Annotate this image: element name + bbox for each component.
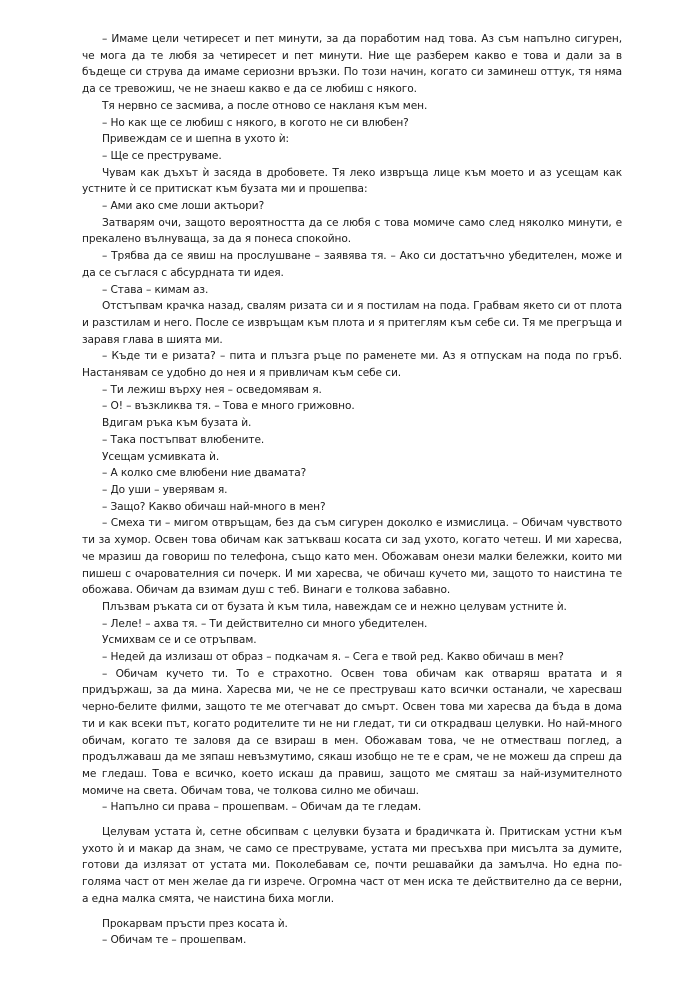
- paragraph: Плъзвам ръката си от бузата ѝ към тила, навеждам се и нежно целувам устните ѝ.: [102, 600, 567, 613]
- paragraph: – А колко сме влюбени ние двамата?: [102, 467, 307, 480]
- paragraph: – Леле! – ахва тя. – Ти действително си много убедителен.: [102, 617, 428, 630]
- paragraph: – Имаме цели четиресет и пет минути, за да поработим над това. Аз съм напълно сигурен, че мога да те любя за четиресет и пет минути. Ние ще разберем какво е това и дали за в бъдеще си струва да имаме сериозни връзки. По този начин, когато си заминеш оттук, тя няма да се тревожиш, че не знаеш какво е да се любиш с някого.: [82, 33, 622, 96]
- paragraph: – Къде ти е ризата? – пита и плъзга ръце по раменете ми. Аз я отпускам на пода по гръб. Настанявам се удобно до нея и я привличам към себе си.: [82, 350, 622, 380]
- paragraph: – До уши – уверявам я.: [102, 483, 228, 496]
- paragraph: Усмихвам се и се отръпвам.: [102, 634, 257, 647]
- paragraph: – Обичам кучето ти. То е страхотно. Освен това обичам как отваряш вратата и я придържаш, за да мина. Харесва ми, че не се преструваш като всички останали, че харесваш черно-белите филми, защото те ме отегчават до смърт. Освен това ми харесва да бъда в дома ти и как всеки път, когато родителите ти не ни гледат, ти си открадваш целувки. Но най-много обичам, когато те заловя да се взираш в мен. Обожавам това, че не отместваш поглед, а продължаваш да ме зяпаш невъзмутимо, сякаш изобщо не те е срам, че не можеш да спреш да ме гледаш. Това е всичко, което искаш да правиш, защото ме смяташ за най-изумителното момиче на света. Обичам това, че толкова силно ме обичаш.: [82, 667, 622, 797]
- paragraph: – Ще се преструваме.: [102, 149, 222, 162]
- paragraph: – Напълно си права – прошепвам. – Обичам да те гледам.: [102, 801, 422, 814]
- paragraph: Тя нервно се засмива, а после отново се накланя към мен.: [102, 99, 428, 112]
- paragraph: – Така постъпват влюбените.: [102, 433, 265, 446]
- paragraph: – Смеха ти – мигом отвръщам, без да съм сигурен доколко е измислица. – Обичам чувството ти за хумор. Освен това обичам как затъкваш косата си зад ухото, когато четеш. И ми харесва, че мразиш да говориш по телефона, също като мен. Обожавам онези малки бележки, които ми пишеш с очарователния си почерк. И ми харесва, че обичаш кучето ми, защото то наистина те обожава. Обичам да взимам душ с теб. Винаги е толкова забавно.: [82, 517, 622, 597]
- paragraph: Привеждам се и шепна в ухото ѝ:: [102, 133, 289, 146]
- paragraph: Затварям очи, защото вероятността да се любя с това момиче само след няколко минути, е прекалено вълнуваща, за да я понеса спокойно.: [82, 216, 622, 246]
- paragraph: Отстъпвам крачка назад, свалям ризата си и я постилам на пода. Грабвам якето си от плота и разстилам и него. После се извръщам към плота и я притеглям към себе си. Тя ме прегръща и заравя глава в шията ми.: [82, 300, 622, 346]
- paragraph: Прокарвам пръсти през косата ѝ.: [102, 917, 288, 930]
- paragraph: – Става – кимам аз.: [102, 283, 209, 296]
- paragraph: Усещам усмивката ѝ.: [102, 450, 220, 463]
- paragraph: – О! – възкликва тя. – Това е много грижовно.: [102, 400, 355, 413]
- paragraph: Вдигам ръка към бузата ѝ.: [102, 417, 252, 430]
- paragraph: – Трябва да се явиш на прослушване – заявява тя. – Ако си достатъчно убедителен, може и да се съглася с абсурдната ти идея.: [82, 250, 622, 279]
- paragraph: Целувам устата ѝ, сетне обсипвам с целувки бузата и брадичката ѝ. Притискам устни към ухото ѝ и макар да знам, че само се преструваме, устата ми пресъхва при мисълта за думите, готови да излязат от устата ми. Поколебавам се, почти решавайки да замълча. Но една по-голяма част от мен желае да ги изрече. Огромна част от мен иска те действително да се верни, а една малка смята, че наистина биха могли.: [82, 826, 622, 905]
- paragraph: – Защо? Какво обичаш най-много в мен?: [102, 500, 326, 513]
- paragraph: – Ами ако сме лоши актьори?: [102, 200, 265, 213]
- paragraph: – Но как ще се любиш с някого, в когото не си влюбен?: [102, 116, 409, 129]
- paragraph: – Ти лежиш върху нея – осведомявам я.: [102, 383, 322, 396]
- paragraph: Чувам как дъхът ѝ засяда в дробовете. Тя леко извръща лице към моето и аз усещам как устните ѝ се притискат към бузата ми и прошепва:: [82, 166, 622, 196]
- paragraph: – Недей да излизаш от образ – подкачам я. – Сега е твой ред. Какво обичаш в мен?: [102, 651, 564, 664]
- book-page: [82, 31, 622, 949]
- paragraph: – Обичам те – прошепвам.: [102, 934, 247, 947]
